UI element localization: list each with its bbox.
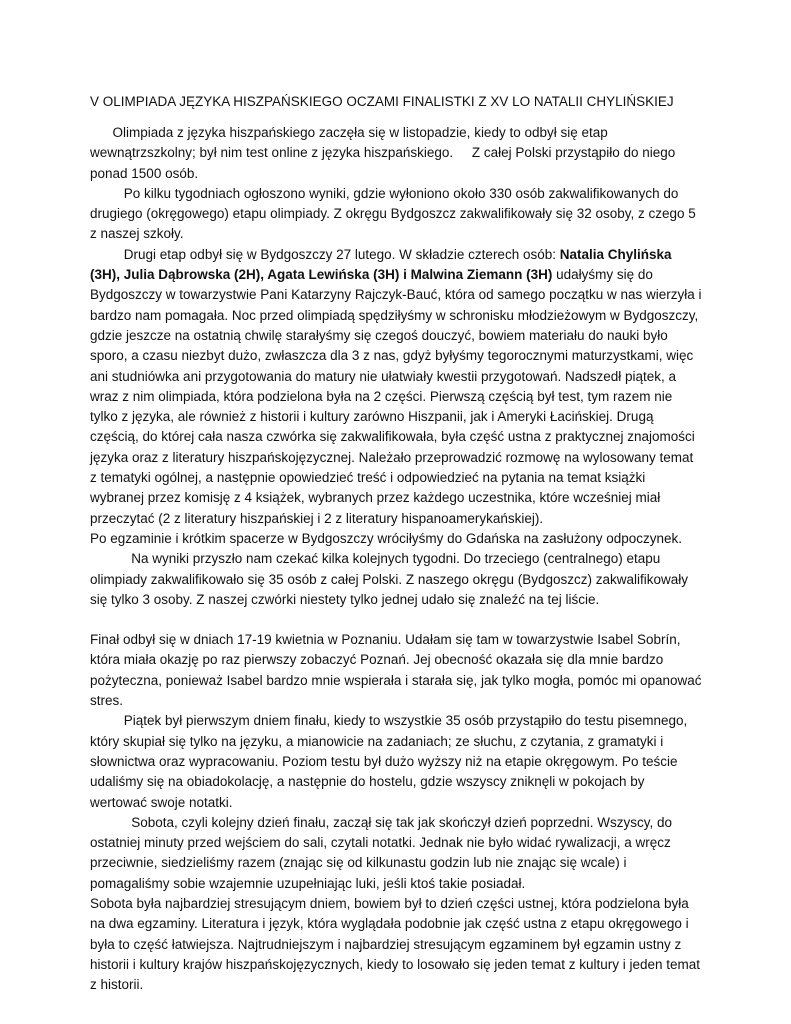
paragraph-9-text: Sobota była najbardziej stresującym dniem, bowiem był to dzień części ustnej, która podzielona była na dwa egzaminy. Literatura i język, która wyglądała podobnie jak część ustna z etapu okręgowego i była to część łatwiejsza. Najtrudniejszym i najbardziej stresującym egzaminem był egzamin ustny z historii i kultury krajów hiszpańskojęzycznych, kiedy to losowało się jeden temat z kultury i jeden temat z historii. [90, 895, 704, 993]
paragraph-5 [90, 549, 702, 610]
paragraph-8 [90, 813, 702, 894]
paragraph-2 [90, 184, 702, 245]
paragraph-4 [90, 529, 702, 549]
paragraph-5-text: Na wyniki przyszło nam czekać kilka kolejnych tygodni. Do trzeciego (centralnego) etapu olimpiady zakwalifikowało się 35 osób z całej Polski. Z naszego okręgu (Bydgoszcz) zakwalifikowały się tylko 3 osoby. Z naszej czwórki niestety tylko jednej udało się znaleźć na tej liście. [90, 551, 692, 607]
paragraph-3 [90, 245, 706, 529]
paragraph-1 [90, 123, 702, 184]
paragraph-3-lead: Drugi etap odbył się w Bydgoszczy 27 lutego. W składzie czterech osób: [90, 246, 560, 262]
document-body [90, 92, 706, 995]
paragraph-7 [90, 711, 702, 812]
paragraph-1-text: Olimpiada z języka hiszpańskiego zaczęła się w listopadzie, kiedy to odbył się etap wewnątrzszkolny; był nim test online z języka hiszpańskiego. Z całej Polski przystąpiło do niego ponad 1500 osób. [90, 125, 680, 181]
paragraph-6-text: Finał odbył się w dniach 17-19 kwietnia w Poznaniu. Udałam się tam w towarzystwie Isabel Sobrín, która miała okazję po raz pierwszy zobaczyć Poznań. Jej obecność okazała się dla mnie bardzo pożyteczna, ponieważ Isabel bardzo mnie wspierała i starała się, jak tylko mogła, pomóc mi opanować stres. [90, 632, 706, 709]
paragraph-7-text: Piątek był pierwszym dniem finału, kiedy to wszystkie 35 osób przystąpiło do testu pisemnego, który skupiał się tylko na języku, a mianowicie na zadaniach; ze słuchu, z czytania, z gramatyki i słownictwa oraz wypracowaniu. Poziom testu był dużo wyższy niż na etapie okręgowym. Po teście udaliśmy się na obiadokolację, a następnie do hostelu, gdzie wszyscy zniknęli w pokojach by wertować swoje notatki. [90, 713, 692, 810]
paragraph-3-rest: udałyśmy się do Bydgoszczy w towarzystwie Pani Katarzyny Rajczyk-Bauć, która od samego początku w nas wierzyła i bardzo nam pomagała. Noc przed olimpiadą spędziłyśmy w schronisku młodzieżowym w Bydgoszczy, gdzie jeszcze na ostatnią chwilę starałyśmy się czegoś douczyć, bowiem materiału do nauki było sporo, a czasu niezbyt dużo, zwłaszcza dla 3 z nas, gdyż byłyśmy tegorocznymi maturzystkami, więc ani studniówka ani przygotowania do matury nie ułatwiały kwestii przygotowań. Nadszedł piątek, a wraz z nim olimpiada, która podzielona była na 2 części. Pierwszą częścią był test, tym razem nie tylko z języka, ale również z historii i kultury zarówno Hiszpanii, jak i Ameryki Łacińskiej. Drugą częścią, do której cała nasza czwórka się zakwalifikowała, była część ustna z praktycznej znajomości języka oraz z literatury hiszpańskojęzycznej. Należało przeprowadzić rozmowę na wylosowany temat z tematyki ogólnej, a następnie opowiedzieć treść i odpowiedzieć na pytania na temat książki wybranej przez komisję z 4 książek, wybranych przez każdego uczestnika, które wcześniej miał przeczytać (2 z literatury hiszpańskiej i 2 z literatury hispanoamerykańskiej). [90, 267, 706, 526]
paragraph-9 [90, 894, 702, 995]
paragraph-2-text: Po kilku tygodniach ogłoszono wyniki, gdzie wyłoniono około 330 osób zakwalifikowanych do drugiego (okręgowego) etapu olimpiady. Z okręgu Bydgoszcz zakwalifikowały się 32 osoby, z czego 5 z naszej szkoły. [90, 185, 700, 242]
paragraph-4-text: Po egzaminie i krótkim spacerze w Bydgoszczy wróciłyśmy do Gdańska na zasłużony odpoczynek. [90, 530, 683, 546]
paragraph-gap [90, 610, 702, 630]
paragraph-6 [90, 630, 706, 711]
paragraph-8-text: Sobota, czyli kolejny dzień finału, zaczął się tak jak skończył dzień poprzedni. Wszyscy, do ostatniej minuty przed wejściem do sali, czytali notatki. Jednak nie było widać rywalizacji, a wręcz przeciwnie, siedzieliśmy razem (znając się od kilkunastu godzin lub nie znając się wcale) i pomagaliśmy sobie wzajemnie uzupełniając luki, jeśli ktoś takie posiadał. [90, 814, 676, 891]
document-title: V OLIMPIADA JĘZYKA HISZPAŃSKIEGO OCZAMI FINALISTKI Z XV LO NATALII CHYLIŃSKIEJ [90, 94, 674, 109]
paragraph-3-names: Natalia Chylińska (3H), Julia Dąbrowska (2H), Agata Lewińska (3H) i Malwina Ziemann (3H) [90, 246, 676, 283]
